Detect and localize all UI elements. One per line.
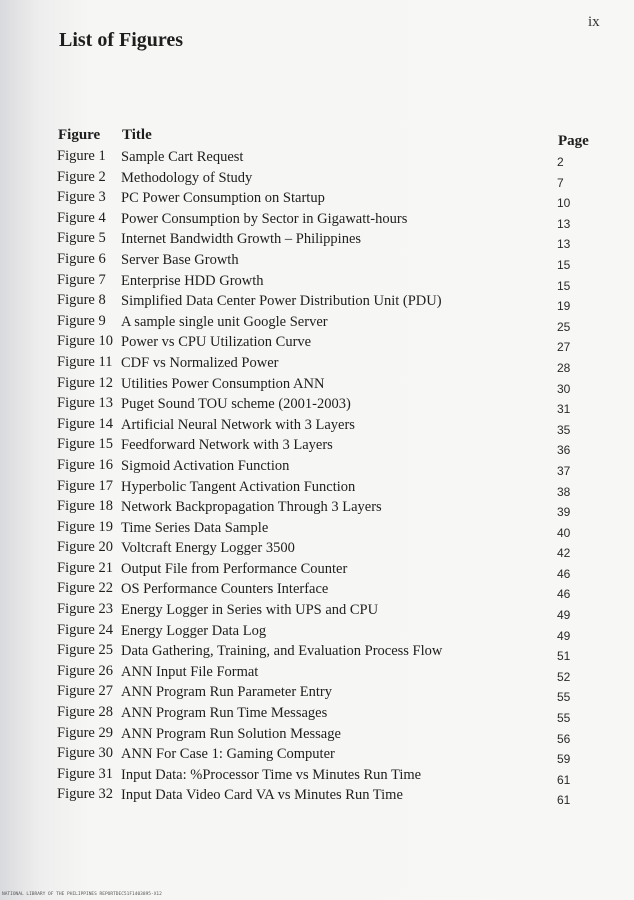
figure-page: 42 bbox=[557, 546, 571, 561]
figure-title: Puget Sound TOU scheme (2001-2003) bbox=[121, 396, 351, 413]
figure-title: PC Power Consumption on Startup bbox=[121, 190, 325, 207]
figure-number: Figure 11 bbox=[57, 353, 113, 370]
figure-page: 46 bbox=[557, 566, 571, 581]
figure-number: Figure 32 bbox=[57, 786, 113, 803]
figure-title: Network Backpropagation Through 3 Layers bbox=[121, 499, 382, 516]
figure-title: Energy Logger Data Log bbox=[121, 622, 267, 639]
figure-title: Power vs CPU Utilization Curve bbox=[121, 334, 312, 351]
figure-row bbox=[0, 560, 634, 581]
figure-title: Internet Bandwidth Growth – Philippines bbox=[121, 231, 362, 248]
figure-row bbox=[0, 395, 634, 416]
figure-title: Utilities Power Consumption ANN bbox=[121, 375, 325, 392]
figure-row bbox=[0, 436, 634, 457]
figure-title: Energy Logger in Series with UPS and CPU bbox=[121, 602, 379, 619]
figure-page: 7 bbox=[557, 175, 564, 190]
figure-page: 15 bbox=[557, 257, 571, 272]
figure-row bbox=[0, 683, 634, 704]
figure-row bbox=[0, 725, 634, 746]
figure-row bbox=[0, 498, 634, 519]
figure-title: ANN Program Run Solution Message bbox=[121, 725, 341, 742]
figure-number: Figure 19 bbox=[57, 518, 113, 535]
figure-row bbox=[0, 148, 634, 169]
figure-row bbox=[0, 622, 634, 643]
figure-number: Figure 5 bbox=[57, 230, 106, 247]
figure-number: Figure 24 bbox=[57, 621, 113, 638]
figure-row bbox=[0, 745, 634, 766]
figure-number: Figure 23 bbox=[57, 601, 113, 618]
figure-row bbox=[0, 704, 634, 725]
figure-title: Input Data Video Card VA vs Minutes Run Time bbox=[121, 787, 403, 804]
figure-row bbox=[0, 642, 634, 663]
figure-page: 38 bbox=[557, 484, 571, 499]
figure-title: Voltcraft Energy Logger 3500 bbox=[121, 540, 295, 557]
figure-title: Hyperbolic Tangent Activation Function bbox=[121, 478, 356, 495]
figure-row bbox=[0, 786, 634, 807]
figure-number: Figure 26 bbox=[57, 662, 113, 679]
figure-page: 25 bbox=[557, 319, 571, 334]
figure-page: 40 bbox=[557, 525, 571, 540]
figure-number: Figure 9 bbox=[57, 312, 106, 329]
figure-row bbox=[0, 230, 634, 251]
figure-number: Figure 10 bbox=[57, 333, 113, 350]
figure-number: Figure 31 bbox=[57, 765, 113, 782]
figure-title: ANN For Case 1: Gaming Computer bbox=[121, 746, 335, 763]
figure-page: 19 bbox=[557, 299, 571, 314]
figure-title: ANN Input File Format bbox=[121, 663, 259, 680]
figure-title: OS Performance Counters Interface bbox=[121, 581, 329, 598]
figure-row bbox=[0, 519, 634, 540]
figure-page: 36 bbox=[557, 443, 571, 458]
figure-page: 13 bbox=[557, 216, 571, 231]
figure-number: Figure 21 bbox=[57, 559, 113, 576]
page-title: List of Figures bbox=[59, 29, 184, 51]
figure-page: 56 bbox=[557, 731, 571, 746]
figure-title: Sigmoid Activation Function bbox=[121, 457, 290, 474]
figure-row bbox=[0, 580, 634, 601]
figure-page: 55 bbox=[557, 690, 571, 705]
figure-title: Enterprise HDD Growth bbox=[121, 272, 264, 289]
figure-row bbox=[0, 478, 634, 499]
figure-number: Figure 27 bbox=[57, 683, 113, 700]
figure-title: A sample single unit Google Server bbox=[121, 313, 328, 330]
figure-title: ANN Program Run Parameter Entry bbox=[121, 684, 333, 701]
figure-row bbox=[0, 663, 634, 684]
figure-number: Figure 16 bbox=[57, 456, 113, 473]
figure-number: Figure 18 bbox=[57, 498, 113, 515]
column-header-page: Page bbox=[558, 133, 589, 149]
figure-page: 61 bbox=[557, 793, 571, 808]
figure-page: 13 bbox=[557, 237, 571, 252]
figure-number: Figure 12 bbox=[57, 374, 113, 391]
figure-row bbox=[0, 416, 634, 437]
figure-row bbox=[0, 375, 634, 396]
figure-row bbox=[0, 292, 634, 313]
figure-number: Figure 25 bbox=[57, 642, 113, 659]
figure-number: Figure 29 bbox=[57, 724, 113, 741]
figure-title: Artificial Neural Network with 3 Layers bbox=[121, 416, 355, 433]
figure-row bbox=[0, 189, 634, 210]
figure-title: CDF vs Normalized Power bbox=[121, 354, 279, 371]
figure-title: Server Base Growth bbox=[121, 251, 239, 268]
figure-number: Figure 20 bbox=[57, 539, 113, 556]
figure-title: Sample Cart Request bbox=[121, 149, 244, 165]
figure-number: Figure 15 bbox=[57, 436, 113, 453]
figure-page: 31 bbox=[557, 402, 571, 417]
figure-number: Figure 4 bbox=[57, 209, 106, 226]
figure-number: Figure 28 bbox=[57, 704, 113, 721]
figure-row bbox=[0, 251, 634, 272]
figure-page: 46 bbox=[557, 587, 571, 602]
figure-title: Data Gathering, Training, and Evaluation Process Flow bbox=[121, 643, 443, 660]
figure-row bbox=[0, 272, 634, 293]
figure-page: 2 bbox=[557, 155, 564, 169]
figure-number: Figure 13 bbox=[57, 395, 113, 412]
figure-row bbox=[0, 354, 634, 375]
page-number: ix bbox=[588, 14, 600, 30]
figure-number: Figure 8 bbox=[57, 292, 106, 309]
figure-page: 49 bbox=[557, 628, 571, 643]
figure-number: Figure 1 bbox=[57, 148, 106, 164]
figure-title: Methodology of Study bbox=[121, 169, 253, 186]
figure-row bbox=[0, 333, 634, 354]
figure-number: Figure 3 bbox=[57, 189, 106, 206]
figure-number: Figure 6 bbox=[57, 250, 106, 267]
figure-page: 15 bbox=[557, 278, 571, 293]
figure-title: Input Data: %Processor Time vs Minutes Run Time bbox=[121, 766, 422, 783]
figure-page: 55 bbox=[557, 711, 571, 726]
figure-row bbox=[0, 169, 634, 190]
figure-row bbox=[0, 766, 634, 787]
figure-page: 35 bbox=[557, 422, 571, 437]
figure-page: 59 bbox=[557, 752, 571, 767]
figure-title: ANN Program Run Time Messages bbox=[121, 705, 328, 722]
figure-page: 27 bbox=[557, 340, 571, 355]
figure-title: Simplified Data Center Power Distribution Unit (PDU) bbox=[121, 293, 442, 310]
figure-page: 39 bbox=[557, 505, 571, 520]
figure-page: 28 bbox=[557, 360, 571, 375]
figure-row bbox=[0, 457, 634, 478]
figure-row bbox=[0, 313, 634, 334]
figure-row bbox=[0, 210, 634, 231]
figure-page: 51 bbox=[557, 649, 571, 664]
figure-row bbox=[0, 539, 634, 560]
figure-title: Output File from Performance Counter bbox=[121, 560, 348, 577]
figure-row bbox=[0, 601, 634, 622]
library-stamp: NATIONAL LIBRARY OF THE PHILIPPINES REPORTDEC51F1403895-X12 bbox=[2, 892, 162, 897]
figure-number: Figure 30 bbox=[57, 745, 113, 762]
figure-title: Time Series Data Sample bbox=[121, 519, 269, 536]
figure-number: Figure 14 bbox=[57, 415, 113, 432]
figure-page: 61 bbox=[557, 772, 571, 787]
figure-title: Power Consumption by Sector in Gigawatt-hours bbox=[121, 210, 408, 227]
figure-page: 10 bbox=[557, 196, 571, 211]
figure-page: 52 bbox=[557, 669, 571, 684]
figure-number: Figure 22 bbox=[57, 580, 113, 597]
column-header-figure: Figure bbox=[58, 127, 101, 143]
figure-number: Figure 2 bbox=[57, 168, 106, 185]
figure-title: Feedforward Network with 3 Layers bbox=[121, 437, 333, 454]
figure-page: 49 bbox=[557, 608, 571, 623]
figure-page: 30 bbox=[557, 381, 571, 396]
figure-number: Figure 7 bbox=[57, 271, 106, 288]
figure-number: Figure 17 bbox=[57, 477, 113, 494]
column-header-title: Title bbox=[122, 127, 152, 143]
figure-list bbox=[0, 148, 634, 807]
figure-page: 37 bbox=[557, 463, 571, 478]
